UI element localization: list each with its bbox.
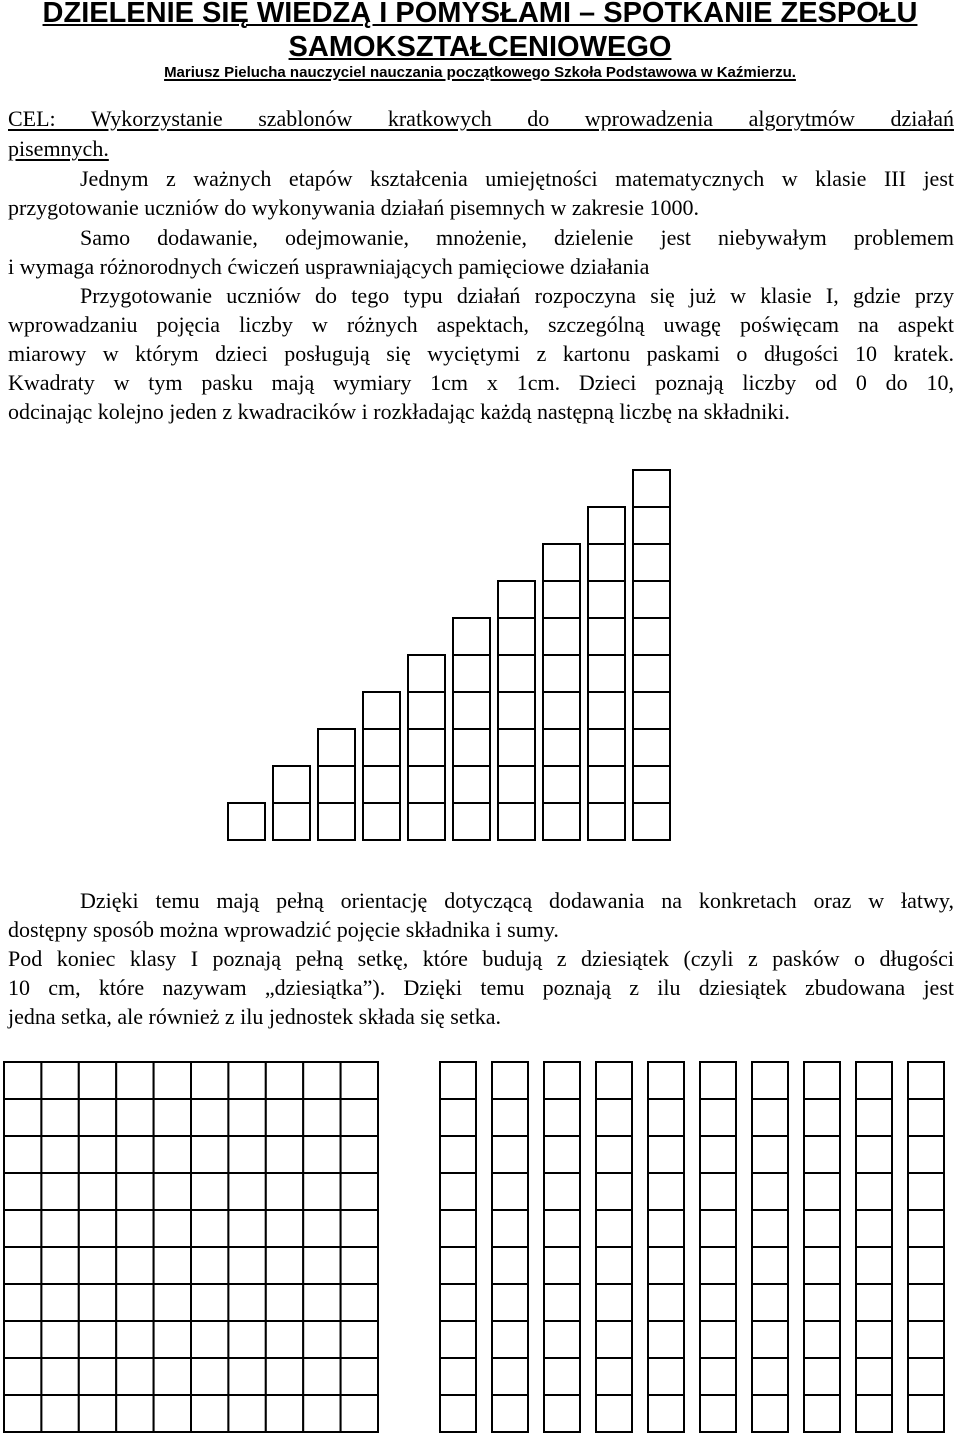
paragraph-2-line1: Samo dodawanie, odejmowanie, mnożenie, dzielenie jest niebywałym problemem (80, 225, 954, 250)
hundred-grid-cell (41, 1136, 78, 1173)
hundred-grid-cell (79, 1247, 116, 1284)
hundred-grid-cell (41, 1210, 78, 1247)
hundred-grid-cell (116, 1062, 153, 1099)
ten-strip-4-cell (596, 1099, 632, 1136)
hundred-grid-cell (116, 1395, 153, 1432)
strip-10-cell (633, 766, 670, 803)
hundred-grid-cell (154, 1173, 191, 1210)
ten-strip-9-cell (856, 1173, 892, 1210)
hundred-grid-cell (266, 1247, 303, 1284)
ten-strip-4-cell (596, 1358, 632, 1395)
hundred-grid-cell (266, 1062, 303, 1099)
ten-strip-2-cell (492, 1173, 528, 1210)
ten-strip-10-cell (908, 1247, 944, 1284)
strip-6-cell (453, 618, 490, 655)
ten-strip-8-cell (804, 1099, 840, 1136)
ten-strip-10-cell (908, 1062, 944, 1099)
ten-strip-3-cell (544, 1099, 580, 1136)
hundred-grid-cell (228, 1247, 265, 1284)
ten-strip-2-cell (492, 1395, 528, 1432)
paragraph-5-line2: 10 cm, które nazywam „dziesiątka”). Dzięki temu poznają z ilu dziesiątek zbudowana jest (8, 975, 954, 1000)
ten-strip-8-cell (804, 1247, 840, 1284)
hundred-grid-cell (266, 1321, 303, 1358)
ten-strip-7-cell (752, 1062, 788, 1099)
strip-10-cell (633, 618, 670, 655)
ten-strip-2-cell (492, 1099, 528, 1136)
ten-strip-6-cell (700, 1062, 736, 1099)
hundred-grid-cell (79, 1321, 116, 1358)
hundred-grid-cell (154, 1358, 191, 1395)
hundred-grid-cell (41, 1321, 78, 1358)
paragraph-2-line2: i wymaga różnorodnych ćwiczeń usprawniających pamięciowe działania (8, 254, 650, 279)
strip-6-cell (453, 655, 490, 692)
hundred-grid-cell (116, 1173, 153, 1210)
hundred-grid-cell (41, 1395, 78, 1432)
ten-strip-8-cell (804, 1062, 840, 1099)
hundred-grid-cell (154, 1395, 191, 1432)
hundred-grid-cell (266, 1136, 303, 1173)
ten-strip-5-cell (648, 1284, 684, 1321)
ten-strip-6-cell (700, 1210, 736, 1247)
hundred-grid-cell (191, 1099, 228, 1136)
strip-8-cell (543, 618, 580, 655)
ten-strip-9-cell (856, 1284, 892, 1321)
hundred-grid-cell (228, 1284, 265, 1321)
ten-strip-9-cell (856, 1210, 892, 1247)
strip-5-cell (408, 655, 445, 692)
ten-strip-1-cell (440, 1284, 476, 1321)
hundred-grid-cell (191, 1173, 228, 1210)
hundred-grid-cell (191, 1210, 228, 1247)
ten-strip-4-cell (596, 1284, 632, 1321)
hundred-grid-cell (116, 1210, 153, 1247)
ten-strip-5-cell (648, 1210, 684, 1247)
hundred-grid-cell (79, 1062, 116, 1099)
strip-8-cell (543, 803, 580, 840)
hundred-grid-cell (116, 1099, 153, 1136)
ten-strip-4-cell (596, 1247, 632, 1284)
ten-strip-10-cell (908, 1358, 944, 1395)
ten-strip-5-cell (648, 1062, 684, 1099)
strip-7-cell (498, 581, 535, 618)
hundred-grid-cell (228, 1395, 265, 1432)
hundred-grid-cell (41, 1062, 78, 1099)
ten-strip-7-cell (752, 1395, 788, 1432)
hundred-grid-cell (191, 1284, 228, 1321)
ten-strip-2-cell (492, 1321, 528, 1358)
strip-7-cell (498, 803, 535, 840)
strip-4-cell (363, 766, 400, 803)
hundred-grid-cell (191, 1321, 228, 1358)
ten-strip-9-cell (856, 1136, 892, 1173)
hundred-grid-cell (341, 1062, 378, 1099)
hundred-grid-cell (4, 1395, 41, 1432)
paragraph-4-line2: dostępny sposób można wprowadzić pojęcie składnika i sumy. (8, 917, 559, 942)
strip-9-cell (588, 655, 625, 692)
strip-8-cell (543, 544, 580, 581)
strip-1-cell (228, 803, 265, 840)
hundred-grid-cell (228, 1321, 265, 1358)
hundred-grid-cell (266, 1395, 303, 1432)
strip-6-cell (453, 729, 490, 766)
strip-8-cell (543, 692, 580, 729)
strip-10-cell (633, 655, 670, 692)
hundred-grid-cell (4, 1284, 41, 1321)
hundred-grid-cell (4, 1321, 41, 1358)
hundred-grid-cell (266, 1099, 303, 1136)
ten-strip-3-cell (544, 1062, 580, 1099)
paragraph-1-line1: Jednym z ważnych etapów kształcenia umiejętności matematycznych w klasie III jest (80, 166, 954, 191)
ten-strip-8-cell (804, 1321, 840, 1358)
ten-strip-7-cell (752, 1210, 788, 1247)
ten-strip-8-cell (804, 1284, 840, 1321)
hundred-grid-cell (341, 1284, 378, 1321)
hundred-grid-cell (341, 1173, 378, 1210)
ten-strip-3-cell (544, 1136, 580, 1173)
hundred-grid-cell (266, 1173, 303, 1210)
hundred-grid-cell (79, 1173, 116, 1210)
hundred-grid-cell (41, 1247, 78, 1284)
strip-9-cell (588, 581, 625, 618)
hundred-grid-cell (154, 1210, 191, 1247)
ten-strip-8-cell (804, 1173, 840, 1210)
hundred-grid-cell (303, 1321, 340, 1358)
strip-9-cell (588, 803, 625, 840)
ten-strip-4-cell (596, 1321, 632, 1358)
ten-strip-8-cell (804, 1210, 840, 1247)
hundred-grid-cell (116, 1247, 153, 1284)
strip-4-cell (363, 729, 400, 766)
hundred-grid-cell (191, 1358, 228, 1395)
hundred-grid-cell (79, 1210, 116, 1247)
ten-strip-4-cell (596, 1395, 632, 1432)
ten-strip-9-cell (856, 1247, 892, 1284)
ten-strip-9-cell (856, 1358, 892, 1395)
ten-strip-6-cell (700, 1358, 736, 1395)
hundred-grid-cell (79, 1136, 116, 1173)
strip-9-cell (588, 507, 625, 544)
ten-strip-10-cell (908, 1321, 944, 1358)
hundred-grid-cell (303, 1395, 340, 1432)
hundred-grid-cell (303, 1173, 340, 1210)
hundred-grid-cell (303, 1099, 340, 1136)
ten-strip-8-cell (804, 1136, 840, 1173)
ten-strip-10-cell (908, 1210, 944, 1247)
document-title-line1: DZIELENIE SIĘ WIEDZĄ I POMYSŁAMI – SPOTKANIE ZESPOŁU (42, 0, 918, 29)
ten-strip-1-cell (440, 1173, 476, 1210)
ten-strip-1-cell (440, 1099, 476, 1136)
ten-strip-6-cell (700, 1395, 736, 1432)
paragraph-1-line2: przygotowanie uczniów do wykonywania działań pisemnych w zakresie 1000. (8, 195, 699, 220)
ten-strip-3-cell (544, 1284, 580, 1321)
hundred-grid-cell (41, 1358, 78, 1395)
strip-6-cell (453, 803, 490, 840)
ten-strip-10-cell (908, 1099, 944, 1136)
strip-10-cell (633, 692, 670, 729)
ten-strip-2-cell (492, 1247, 528, 1284)
hundred-grid-cell (266, 1358, 303, 1395)
paragraph-3-line1: Przygotowanie uczniów do tego typu działań rozpoczyna się już w klasie I, gdzie przy (80, 283, 954, 308)
strip-5-cell (408, 803, 445, 840)
ten-strip-6-cell (700, 1321, 736, 1358)
hundred-grid-cell (341, 1358, 378, 1395)
hundred-grid-cell (116, 1136, 153, 1173)
hundred-grid-cell (191, 1247, 228, 1284)
ten-strip-4-cell (596, 1173, 632, 1210)
hundred-grid-cell (154, 1099, 191, 1136)
hundred-grid-cell (341, 1247, 378, 1284)
strip-9-cell (588, 618, 625, 655)
hundred-grid-cell (79, 1395, 116, 1432)
strip-10-cell (633, 470, 670, 507)
ten-strip-3-cell (544, 1358, 580, 1395)
hundred-grid-cell (116, 1284, 153, 1321)
strip-9-cell (588, 544, 625, 581)
strip-7-cell (498, 766, 535, 803)
strip-8-cell (543, 729, 580, 766)
ten-strip-1-cell (440, 1358, 476, 1395)
hundred-grid-cell (154, 1284, 191, 1321)
hundred-grid-cell (191, 1395, 228, 1432)
ten-strip-2-cell (492, 1062, 528, 1099)
ten-strip-3-cell (544, 1321, 580, 1358)
ten-strip-7-cell (752, 1247, 788, 1284)
strip-10-cell (633, 507, 670, 544)
hundred-grid-cell (228, 1358, 265, 1395)
ten-strip-7-cell (752, 1099, 788, 1136)
strip-8-cell (543, 655, 580, 692)
strip-2-cell (273, 803, 310, 840)
ten-strip-5-cell (648, 1321, 684, 1358)
hundred-grid-cell (303, 1358, 340, 1395)
ten-strip-9-cell (856, 1099, 892, 1136)
hundred-grid-cell (154, 1062, 191, 1099)
hundred-grid-cell (41, 1284, 78, 1321)
strip-8-cell (543, 766, 580, 803)
ten-strip-7-cell (752, 1284, 788, 1321)
ten-strip-6-cell (700, 1136, 736, 1173)
ten-strip-2-cell (492, 1358, 528, 1395)
hundred-grid-cell (41, 1099, 78, 1136)
hundred-grid-cell (191, 1136, 228, 1173)
ten-strip-10-cell (908, 1284, 944, 1321)
strip-7-cell (498, 618, 535, 655)
hundred-grid-cell (4, 1099, 41, 1136)
ten-strip-1-cell (440, 1321, 476, 1358)
ten-strip-1-cell (440, 1395, 476, 1432)
hundred-grid-cell (116, 1321, 153, 1358)
hundred-grid-cell (116, 1358, 153, 1395)
hundred-grid-cell (228, 1210, 265, 1247)
strip-3-cell (318, 766, 355, 803)
ten-strip-9-cell (856, 1395, 892, 1432)
ten-strip-1-cell (440, 1062, 476, 1099)
ten-strip-10-cell (908, 1395, 944, 1432)
strip-7-cell (498, 655, 535, 692)
author-line: Mariusz Pielucha nauczyciel nauczania początkowego Szkoła Podstawowa w Kaźmierzu. (164, 64, 796, 81)
hundred-grid-cell (4, 1247, 41, 1284)
ten-strip-5-cell (648, 1247, 684, 1284)
strip-6-cell (453, 766, 490, 803)
hundred-grid-cell (79, 1358, 116, 1395)
hundred-grid-cell (303, 1284, 340, 1321)
document-title-line2: SAMOKSZTAŁCENIOWEGO (288, 31, 672, 63)
hundred-grid-cell (303, 1136, 340, 1173)
goal-line1-text: CEL: Wykorzystanie szablonów kratkowych do wprowadzenia algorytmów działań (8, 106, 954, 131)
ten-strip-2-cell (492, 1284, 528, 1321)
hundred-grid-cell (4, 1062, 41, 1099)
ten-strip-10-cell (908, 1173, 944, 1210)
hundred-grid-cell (341, 1395, 378, 1432)
ten-strip-4-cell (596, 1062, 632, 1099)
ten-strip-4-cell (596, 1210, 632, 1247)
ten-strip-6-cell (700, 1284, 736, 1321)
ten-strip-7-cell (752, 1358, 788, 1395)
hundred-grid-cell (266, 1210, 303, 1247)
ten-strip-10-cell (908, 1136, 944, 1173)
goal-line2-text: pisemnych. (8, 136, 109, 161)
hundred-grid-cell (4, 1136, 41, 1173)
ten-strip-7-cell (752, 1136, 788, 1173)
hundred-grid-cell (341, 1136, 378, 1173)
hundred-grid-cell (228, 1136, 265, 1173)
strip-3-cell (318, 729, 355, 766)
hundred-grid-cell (154, 1247, 191, 1284)
hundred-grid-cell (341, 1099, 378, 1136)
hundred-grid-cell (41, 1173, 78, 1210)
strip-7-cell (498, 692, 535, 729)
ten-strip-5-cell (648, 1173, 684, 1210)
hundred-grid-cell (341, 1210, 378, 1247)
hundred-grid-cell (191, 1062, 228, 1099)
ten-strip-3-cell (544, 1210, 580, 1247)
paragraph-5-line3: jedna setka, ale również z ilu jednostek składa się setka. (8, 1004, 501, 1029)
strip-6-cell (453, 692, 490, 729)
strip-7-cell (498, 729, 535, 766)
hundred-grid-cell (341, 1321, 378, 1358)
hundred-grid-and-ten-strips-figure (0, 1050, 960, 1442)
ten-strip-1-cell (440, 1136, 476, 1173)
ten-strip-9-cell (856, 1062, 892, 1099)
strip-4-cell (363, 803, 400, 840)
hundred-grid-cell (228, 1062, 265, 1099)
ten-strip-1-cell (440, 1210, 476, 1247)
paragraph-3-line2: wprowadzaniu pojęcia liczby w różnych aspektach, szczególną uwagę poświęcam na aspekt (8, 312, 954, 337)
ten-strip-1-cell (440, 1247, 476, 1284)
ten-strip-3-cell (544, 1247, 580, 1284)
ten-strip-5-cell (648, 1395, 684, 1432)
hundred-grid-cell (4, 1173, 41, 1210)
strip-10-cell (633, 729, 670, 766)
hundred-grid-cell (4, 1358, 41, 1395)
paragraph-4-line1: Dzięki temu mają pełną orientację dotyczącą dodawania na konkretach oraz w łatwy, (80, 888, 954, 913)
ten-strip-3-cell (544, 1173, 580, 1210)
strip-9-cell (588, 692, 625, 729)
ten-strip-6-cell (700, 1173, 736, 1210)
ten-strip-5-cell (648, 1358, 684, 1395)
strip-4-cell (363, 692, 400, 729)
strip-5-cell (408, 766, 445, 803)
strip-10-cell (633, 581, 670, 618)
strip-9-cell (588, 766, 625, 803)
hundred-grid-cell (4, 1210, 41, 1247)
ten-strip-7-cell (752, 1173, 788, 1210)
ten-strip-3-cell (544, 1395, 580, 1432)
paragraph-5-line1: Pod koniec klasy I poznają pełną setkę, które budują z dziesiątek (czyli z pasków o długości (8, 946, 954, 971)
ten-strip-4-cell (596, 1136, 632, 1173)
ten-strip-9-cell (856, 1321, 892, 1358)
strip-5-cell (408, 692, 445, 729)
ten-strip-2-cell (492, 1136, 528, 1173)
strip-10-cell (633, 544, 670, 581)
hundred-grid-cell (154, 1321, 191, 1358)
strip-2-cell (273, 766, 310, 803)
paragraph-3-line5: odcinając kolejno jeden z kwadracików i rozkładając każdą następną liczbę na składniki. (8, 399, 790, 424)
hundred-grid-cell (228, 1099, 265, 1136)
strip-3-cell (318, 803, 355, 840)
hundred-grid-cell (79, 1099, 116, 1136)
ten-strip-5-cell (648, 1136, 684, 1173)
ten-strip-8-cell (804, 1358, 840, 1395)
ten-strip-2-cell (492, 1210, 528, 1247)
strip-8-cell (543, 581, 580, 618)
hundred-grid-cell (79, 1284, 116, 1321)
hundred-grid-cell (303, 1062, 340, 1099)
ten-strip-8-cell (804, 1395, 840, 1432)
hundred-grid-cell (303, 1247, 340, 1284)
hundred-grid-cell (228, 1173, 265, 1210)
strip-9-cell (588, 729, 625, 766)
ten-strip-5-cell (648, 1099, 684, 1136)
strip-5-cell (408, 729, 445, 766)
ten-strip-6-cell (700, 1247, 736, 1284)
strip-10-cell (633, 803, 670, 840)
hundred-grid-cell (303, 1210, 340, 1247)
ten-strip-7-cell (752, 1321, 788, 1358)
ten-strip-6-cell (700, 1099, 736, 1136)
hundred-grid-cell (154, 1136, 191, 1173)
paragraph-3-line4: Kwadraty w tym pasku mają wymiary 1cm x 1cm. Dzieci poznają liczby od 0 do 10, (8, 370, 954, 395)
paragraph-3-line3: miarowy w którym dzieci posługują się wyciętymi z kartonu paskami o długości 10 kratek. (8, 341, 954, 366)
hundred-grid-cell (266, 1284, 303, 1321)
